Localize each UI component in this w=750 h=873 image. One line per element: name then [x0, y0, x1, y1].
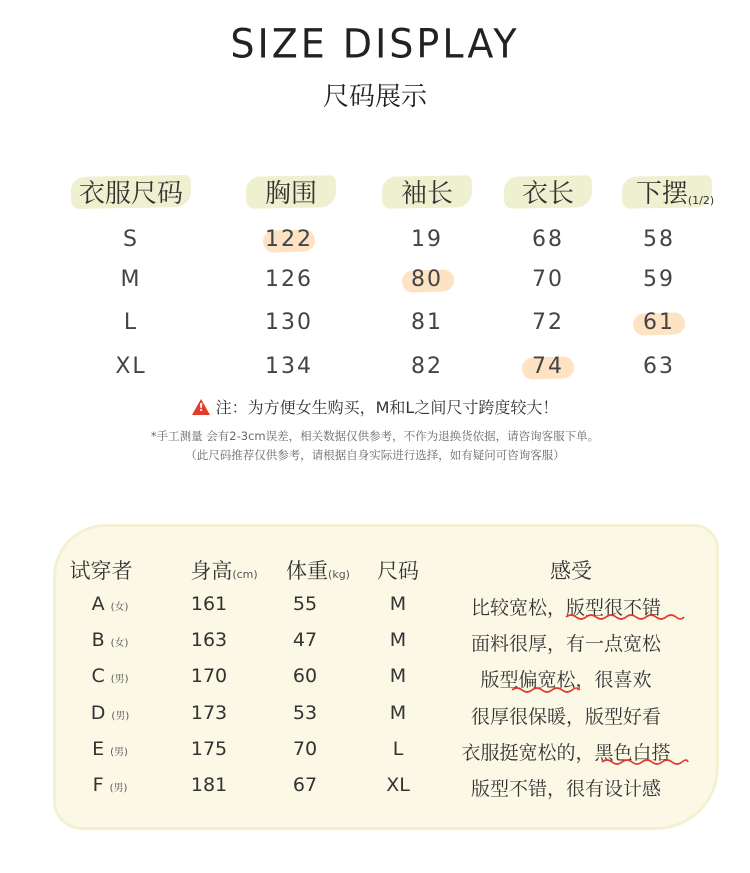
tryon-cell-height: 161 [190, 593, 228, 615]
tryon-cell-size: M [389, 593, 407, 615]
tryon-cell-size: M [389, 702, 407, 724]
table-cell-chest: 122 [265, 227, 313, 252]
tryon-cell-height: 170 [190, 665, 228, 687]
tryon-header-height-label: 身高 [190, 559, 233, 583]
table-cell-sleeve: 81 [411, 310, 443, 335]
recommendation-note: （此尺码推荐仅供参考，请根据自身实际进行选择，如有疑问可咨询客服） [185, 448, 565, 462]
table-cell-chest: 134 [265, 354, 313, 379]
header-hem-suffix: (1/2) [687, 194, 715, 207]
page-title-en: SIZE DISPLAY [230, 20, 520, 68]
table-cell-length: 68 [532, 227, 564, 252]
tryon-cell-weight: 60 [292, 665, 318, 687]
tester-sex: (女) [110, 602, 129, 613]
table-cell-chest: 126 [265, 267, 313, 292]
table-cell-length: 72 [532, 310, 564, 335]
tester-sex: (男) [109, 783, 128, 794]
tryon-header-height-unit: (cm) [232, 568, 258, 581]
table-cell-hem: 61 [643, 310, 675, 335]
tester-label: F [92, 774, 104, 796]
tryon-cell-feeling: 衣服挺宽松的，黑色白搭 [461, 742, 671, 764]
tryon-cell-feeling: 版型不错，很有设计感 [470, 778, 662, 800]
header-chest: 胸围 [264, 179, 318, 209]
table-cell-chest: 130 [265, 310, 313, 335]
table-cell-length: 70 [532, 267, 564, 292]
tryon-cell-size: M [389, 629, 407, 651]
tryon-cell-feeling: 比较宽松，版型很不错 [470, 597, 662, 619]
tryon-header-weight-unit: (kg) [328, 568, 350, 581]
tryon-cell-weight: 70 [292, 738, 318, 760]
table-cell-size: S [123, 227, 139, 252]
tryon-cell-tester [93, 774, 128, 796]
tester-label: B [91, 629, 105, 651]
size-table [0, 0, 750, 400]
header-hem-label: 下摆 [635, 179, 688, 209]
tryon-cell-size: L [392, 738, 404, 760]
tryon-cell-tester [91, 702, 129, 724]
tryon-cell-feeling: 很厚很保暖，版型好看 [470, 706, 662, 728]
tryon-header-weight-label: 体重 [286, 559, 329, 583]
tryon-cell-weight: 55 [292, 593, 318, 615]
tryon-cell-weight: 67 [292, 774, 318, 796]
header-length: 衣长 [521, 179, 575, 209]
tryon-cell-height: 175 [190, 738, 228, 760]
tryon-cell-height: 181 [190, 774, 228, 796]
measurement-note: *手工测量 会有2-3cm误差，相关数据仅供参考，不作为退换货依据，请咨询客服下单。 [150, 429, 600, 443]
table-cell-hem: 59 [643, 267, 675, 292]
tryon-cell-weight: 53 [292, 702, 318, 724]
tryon-cell-tester [92, 629, 129, 651]
table-cell-size: M [120, 267, 142, 292]
tryon-cell-tester [91, 665, 128, 687]
tryon-cell-size: XL [386, 774, 410, 796]
table-cell-length: 74 [532, 354, 564, 379]
tryon-header-tester: 试穿者 [69, 559, 133, 583]
tester-sex: (男) [110, 674, 129, 685]
tryon-cell-tester [92, 593, 129, 615]
table-cell-sleeve: 80 [411, 267, 443, 292]
table-cell-sleeve: 19 [411, 227, 443, 252]
tryon-cell-weight: 47 [292, 629, 318, 651]
tester-label: C [91, 665, 105, 687]
tryon-header-feeling: 感受 [550, 559, 592, 583]
tryon-cell-tester [92, 738, 128, 760]
tryon-cell-height: 163 [190, 629, 228, 651]
tester-sex: (女) [110, 638, 129, 649]
tryon-header-height [190, 555, 257, 585]
tester-label: D [90, 702, 106, 724]
size-warning-note [0, 395, 750, 418]
tryon-header-size: 尺码 [377, 559, 419, 583]
warning-icon [192, 399, 210, 415]
tester-label: A [91, 593, 105, 615]
table-cell-size: XL [115, 354, 147, 379]
tryon-header-weight [286, 555, 350, 585]
tryon-cell-feeling: 版型偏宽松，很喜欢 [480, 669, 652, 691]
table-cell-size: L [123, 310, 139, 335]
table-cell-hem: 63 [643, 354, 675, 379]
tester-sex: (男) [111, 711, 130, 722]
tester-label: E [92, 738, 105, 760]
warning-text: 注：为方便女生购买，M和L之间尺寸跨度较大！ [215, 398, 559, 417]
tryon-cell-height: 173 [190, 702, 228, 724]
header-sleeve: 袖长 [400, 179, 454, 209]
table-cell-hem: 58 [643, 227, 675, 252]
table-cell-sleeve: 82 [411, 354, 443, 379]
tryon-cell-size: M [389, 665, 407, 687]
header-size: 衣服尺码 [78, 179, 184, 209]
tester-sex: (男) [110, 747, 128, 758]
page-title-zh: 尺码展示 [322, 82, 427, 112]
header-hem [636, 173, 714, 210]
tryon-cell-feeling: 面料很厚，有一点宽松 [470, 633, 662, 655]
